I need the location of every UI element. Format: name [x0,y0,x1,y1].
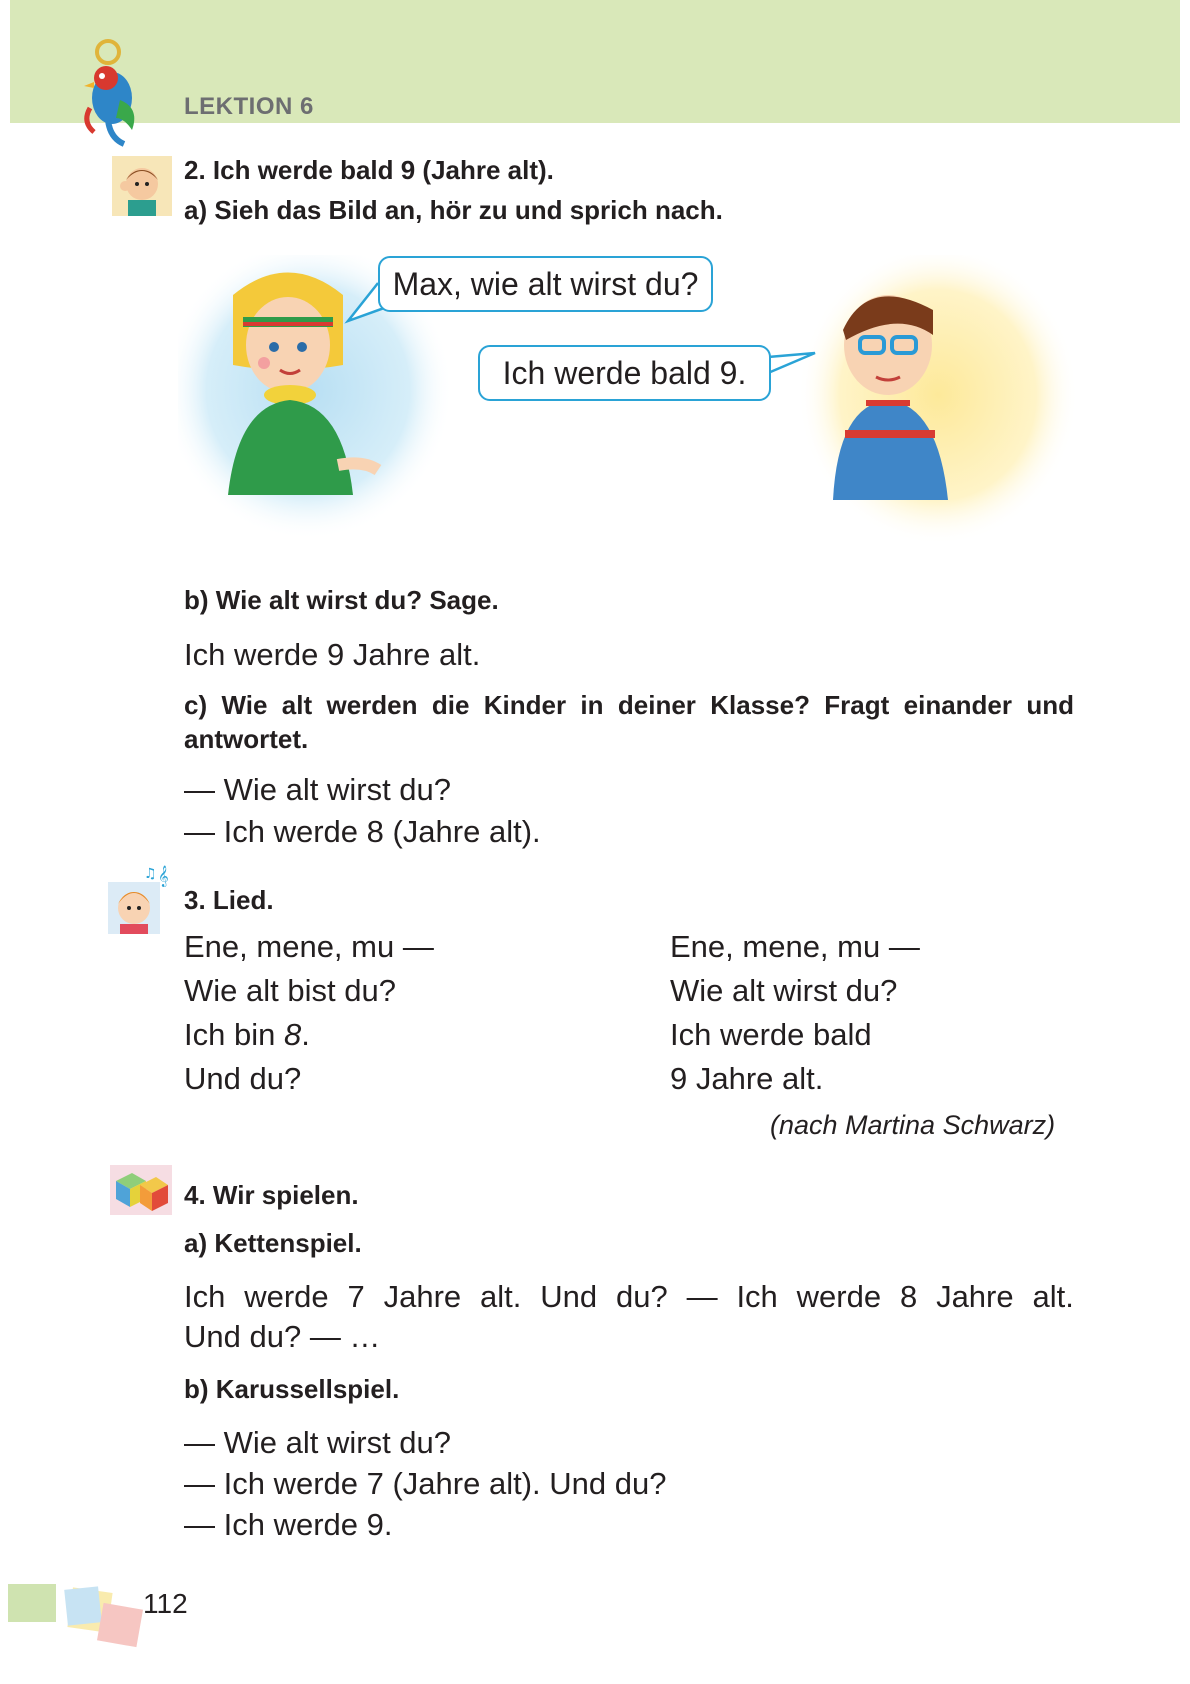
task2-a-title: a) Sieh das Bild an, hör zu und sprich nach. [184,195,723,225]
page-number: 112 [143,1588,188,1619]
task2-c-line-1: — Wie alt wirst du? [184,772,452,807]
task4-b-title: b) Karussellspiel. [184,1374,400,1404]
dialog-illustration [178,255,1098,545]
singing-child-icon [108,864,170,934]
task4-b-line-3: — Ich werde 9. [184,1507,393,1542]
lesson-label: LEKTION 6 [184,93,314,120]
dice-icon [110,1165,172,1215]
song-left-line-1: Ene, mene, mu — [184,929,434,964]
task2-c-line-2: — Ich werde 8 (Jahre alt). [184,814,541,849]
task4-a-line-1: Ich werde 7 Jahre alt. Und du? — Ich werde 8 Jahre alt. [184,1279,1074,1314]
task2-c-title: c) Wie alt werden die Kinder in deiner Klasse? Fragt einander und antwortet. [184,690,1074,754]
song-right-column [670,925,920,1101]
task2-b-title: b) Wie alt wirst du? Sage. [184,585,499,615]
task3-title: 3. Lied. [184,885,274,915]
svg-text:𝄞: 𝄞 [158,866,169,887]
task2-title: 2. Ich werde bald 9 (Jahre alt). [184,155,554,185]
song-left-line-2: Wie alt bist du? [184,973,396,1008]
song-right-line-1: Ene, mene, mu — [670,929,920,964]
song-left-line-4: Und du? [184,1061,302,1096]
task4-b-line-2: — Ich werde 7 (Jahre alt). Und du? [184,1466,667,1501]
speech-bubble-boy: Ich werde bald 9. [478,345,771,401]
speech-bubble-girl: Max, wie alt wirst du? [378,256,713,312]
svg-text:♫: ♫ [144,866,157,882]
task4-a-line-2: Und du? — … [184,1319,381,1354]
boy-listening-icon [112,156,172,216]
parrot-icon [80,38,160,148]
song-right-line-3: Ich werde bald [670,1017,872,1052]
task4-title: 4. Wir spielen. [184,1180,359,1210]
song-right-line-2: Wie alt wirst du? [670,973,898,1008]
song-left-column [184,925,434,1101]
task4-a-title: a) Kettenspiel. [184,1228,362,1258]
task4-b-line-1: — Wie alt wirst du? [184,1425,452,1460]
song-left-line-3: Ich bin 8. [184,1017,310,1052]
song-credit: (nach Martina Schwarz) [770,1110,1056,1140]
song-right-line-4: 9 Jahre alt. [670,1061,824,1096]
task2-b-text: Ich werde 9 Jahre alt. [184,637,481,672]
footer-decoration [8,1580,148,1650]
